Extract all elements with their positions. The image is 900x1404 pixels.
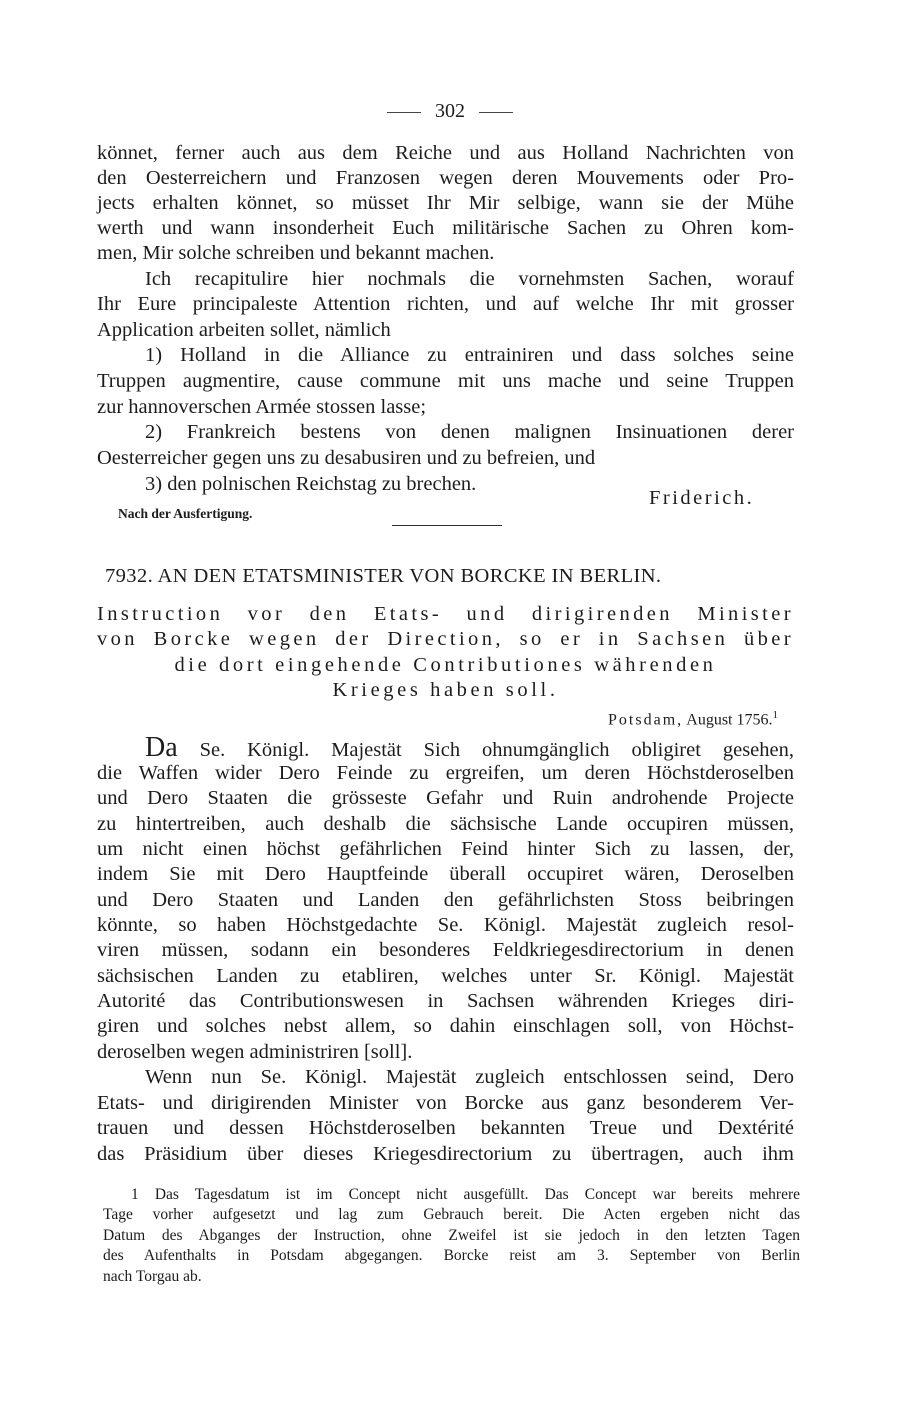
text-line: werth und wann insonderheit Euch militärische Sachen zu Ohren kom- bbox=[97, 217, 794, 239]
list-item-1: 1) Holland in die Alliance zu entrainiren und dass solches seine bbox=[145, 344, 794, 366]
list-item-2: 2) Frankreich bestens von denen malignen Insinuationen derer bbox=[145, 421, 794, 443]
text-line: den Oesterreichern und Franzosen wegen deren Mouvements oder Pro- bbox=[97, 167, 794, 189]
text-line: Ihr Eure principaleste Attention richten, und auf welche Ihr mit grosser bbox=[97, 293, 794, 315]
document-number: 7932. bbox=[105, 565, 154, 587]
document-subtitle-line: Instruction vor den Etats- und dirigirenden Minister bbox=[97, 603, 794, 625]
list-item-3: 3) den polnischen Reichstag zu brechen. bbox=[145, 473, 477, 495]
footnote-line: Datum des Abganges der Instruction, ohne Zweifel ist sie jedoch in den letzten Tagen bbox=[103, 1227, 800, 1244]
page-number: 302 bbox=[435, 100, 465, 122]
text-line: men, Mir solche schreiben und bekannt machen. bbox=[97, 242, 495, 264]
footnote-line: Tage vorher aufgesetzt und lag zum Gebrauch bereit. Die Acten ergeben nicht das bbox=[103, 1206, 800, 1223]
text-line: zur hannoverschen Armée stossen lasse; bbox=[97, 396, 427, 418]
body-line: Etats- und dirigirenden Minister von Borcke aus ganz besonderem Ver- bbox=[97, 1092, 794, 1114]
footnote-line bbox=[131, 1185, 800, 1205]
body-line: die Waffen wider Dero Feinde zu ergreifen, um deren Höchstderoselben bbox=[97, 762, 794, 784]
text-line: Application arbeiten sollet, nämlich bbox=[97, 319, 391, 341]
document-addressee: AN DEN ETATSMINISTER VON BORCKE IN BERLIN. bbox=[157, 565, 662, 587]
document-subtitle-line: die dort eingehende Contributiones währenden bbox=[174, 654, 717, 676]
header-dash-right bbox=[479, 112, 513, 113]
document-heading bbox=[105, 565, 661, 588]
body-line: und Dero Staaten und Landen den gefährlichsten Stoss beibringen bbox=[97, 889, 794, 911]
body-line: viren müssen, sodann ein besonderes Feldkriegesdirectorium in denen bbox=[97, 939, 794, 961]
drop-initial: Da bbox=[145, 732, 178, 763]
text-line: jects erhalten könnet, so müsset Ihr Mir selbige, wann sie der Mühe bbox=[97, 192, 794, 214]
footnote-marker: 1 bbox=[131, 1186, 139, 1203]
footnote-ref: 1 bbox=[772, 709, 778, 721]
body-line: sächsischen Landen zu etabliren, welches unter Sr. Königl. Majestät bbox=[97, 965, 794, 987]
dateline bbox=[608, 709, 778, 729]
body-line: könnte, so haben Höchstgedachte Se. Königl. Majestät zugleich resol- bbox=[97, 914, 794, 936]
text-line: Oesterreicher gegen uns zu desabusiren und zu befreien, und bbox=[97, 447, 596, 469]
signature: Friderich. bbox=[649, 487, 755, 509]
body-line: Wenn nun Se. Königl. Majestät zugleich entschlossen seind, Dero bbox=[145, 1066, 794, 1088]
body-line: Autorité das Contributionswesen in Sachsen währenden Krieges diri- bbox=[97, 990, 794, 1012]
dateline-date: August 1756. bbox=[686, 711, 773, 729]
text-line: könnet, ferner auch aus dem Reiche und aus Holland Nachrichten von bbox=[97, 142, 794, 164]
footnote-line: nach Torgau ab. bbox=[103, 1268, 202, 1285]
dateline-place: Potsdam, bbox=[608, 711, 684, 729]
footnote-text: Das Tagesdatum ist im Concept nicht ausgefüllt. Das Concept war bereits mehrere bbox=[154, 1186, 800, 1203]
document-subtitle-line: Krieges haben soll. bbox=[332, 679, 559, 701]
footnote-line: des Aufenthalts in Potsdam abgegangen. Borcke reist am 3. September von Berlin bbox=[103, 1247, 800, 1264]
text-line: Ich recapitulire hier nochmals die vornehmsten Sachen, worauf bbox=[145, 268, 794, 290]
body-line: zu hintertreiben, auch deshalb die sächsische Lande occupiren müssen, bbox=[97, 813, 794, 835]
body-line: trauen und dessen Höchstderoselben bekannten Treue und Dextérité bbox=[97, 1117, 794, 1139]
body-line: deroselben wegen administriren [soll]. bbox=[97, 1041, 413, 1063]
body-first-line bbox=[145, 732, 794, 764]
header-dash-left bbox=[387, 112, 421, 113]
text-line: Truppen augmentire, cause commune mit uns mache und seine Truppen bbox=[97, 370, 794, 392]
body-line: und Dero Staaten die grösseste Gefahr und Ruin androhende Projecte bbox=[97, 787, 794, 809]
body-first-line-rest: Se. Königl. Majestät Sich ohnumgänglich obligiret gesehen, bbox=[177, 739, 794, 761]
body-line: um nicht einen höchst gefährlichen Feind hinter Sich zu lassen, der, bbox=[97, 838, 794, 860]
section-divider bbox=[392, 525, 502, 526]
source-note: Nach der Ausfertigung. bbox=[118, 506, 253, 521]
body-line: giren und solches nebst allem, so dahin einschlagen soll, von Höchst- bbox=[97, 1015, 794, 1037]
document-subtitle-line: von Borcke wegen der Direction, so er in Sachsen über bbox=[97, 628, 794, 650]
body-line: das Präsidium über dieses Kriegesdirectorium zu übertragen, auch ihm bbox=[97, 1143, 794, 1165]
page-header bbox=[0, 99, 900, 123]
body-line: indem Sie mit Dero Hauptfeinde überall occupiret wären, Deroselben bbox=[97, 863, 794, 885]
